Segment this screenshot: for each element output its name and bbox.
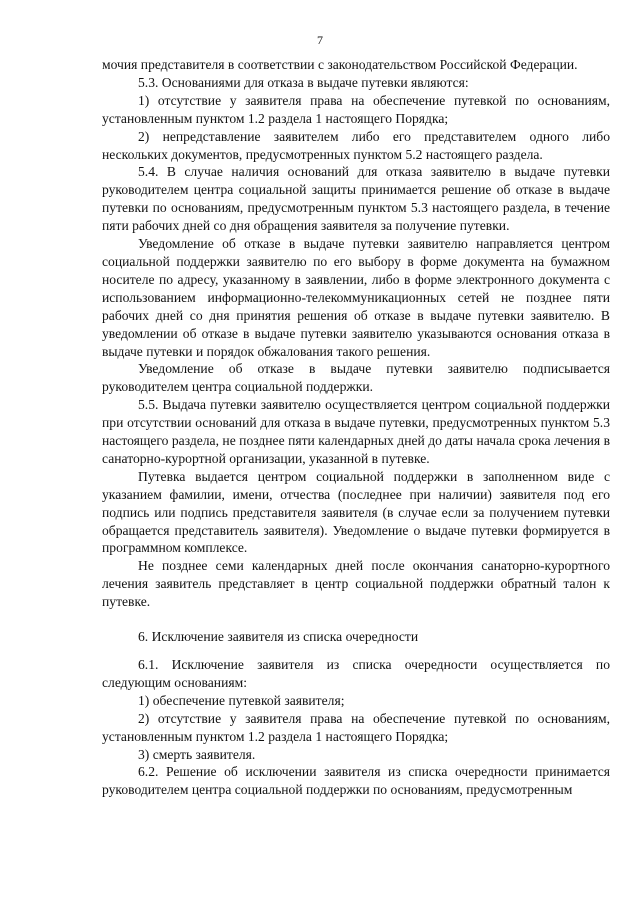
document-body xyxy=(102,56,610,799)
paragraph-voucher-issue: Путевка выдается центром социальной поддержки в заполненном виде с указанием фамилии, имени, отчества (последнее при наличии) заявителя под его подпись или подпись представителя заявителя (в случае если за получением путевки обращается представитель заявителя). Уведомление о выдаче путевки формируется в программном комплексе. xyxy=(102,468,610,556)
paragraph-5-3-item-2: 2) непредставление заявителем либо его представителем одного либо нескольких документов, предусмотренных пунктом 5.2 настоящего раздела. xyxy=(102,128,610,162)
paragraph-5-4: 5.4. В случае наличия оснований для отказа заявителю в выдаче путевки руководителем центра социальной защиты принимается решение об отказе в выдаче путевки по основаниям, предусмотренным пунктом 5.3 настоящего раздела, в течение пяти рабочих дней со дня обращения заявителя за получение путевки. xyxy=(102,164,610,234)
paragraph-6-1-item-1: 1) обеспечение путевкой заявителя; xyxy=(138,692,345,708)
section-6-heading: 6. Исключение заявителя из списка очередности xyxy=(138,629,419,645)
paragraph-refusal-notice: Уведомление об отказе в выдаче путевки заявителю направляется центром социальной поддержки заявителю по его выбору в форме документа на бумажном носителе по адресу, указанному в заявлении, либо в форме электронного документа с использованием информационно-телекоммуникационных сетей не позднее пяти рабочих дней со дня принятия решения об отказе в выдаче путевки заявителю. В уведомлении об отказе в выдаче путевки заявителю указываются основания отказа в выдаче путевки и порядок обжалования такого решения. xyxy=(102,236,610,359)
paragraph-5-3: 5.3. Основаниями для отказа в выдаче путевки являются: xyxy=(138,74,469,90)
paragraph-6-1: 6.1. Исключение заявителя из списка очередности осуществляется по следующим основаниям: xyxy=(102,657,610,690)
paragraph-refusal-signature: Уведомление об отказе в выдаче путевки заявителю подписывается руководителем центра социальной поддержки. xyxy=(102,361,610,395)
paragraph-continuation: мочия представителя в соответствии с законодательством Российской Федерации. xyxy=(102,57,578,72)
paragraph-6-1-item-3: 3) смерть заявителя. xyxy=(138,746,256,762)
paragraph-6-1-item-2: 2) отсутствие у заявителя права на обеспечение путевкой по основаниям, установленным пунктом 1.2 раздела 1 настоящего Порядка; xyxy=(102,710,610,744)
paragraph-5-3-item-1: 1) отсутствие у заявителя права на обеспечение путевкой по основаниям, установленным пунктом 1.2 раздела 1 настоящего Порядка; xyxy=(102,92,610,126)
paragraph-5-5: 5.5. Выдача путевки заявителю осуществляется центром социальной поддержки при отсутствии оснований для отказа в выдаче путевки, предусмотренных пунктом 5.3 настоящего раздела, не позднее пяти календарных дней до даты начала срока лечения в санаторно-курортной организации, указанной в путевке. xyxy=(102,397,610,466)
page-number: 7 xyxy=(317,33,323,47)
paragraph-return-coupon: Не позднее семи календарных дней после окончания санаторно-курортного лечения заявитель представляет в центр социальной поддержки обратный талон к путевке. xyxy=(102,558,610,610)
paragraph-6-2: 6.2. Решение об исключении заявителя из списка очередности принимается руководителем центра социальной поддержки по основаниям, предусмотренным xyxy=(102,764,610,798)
